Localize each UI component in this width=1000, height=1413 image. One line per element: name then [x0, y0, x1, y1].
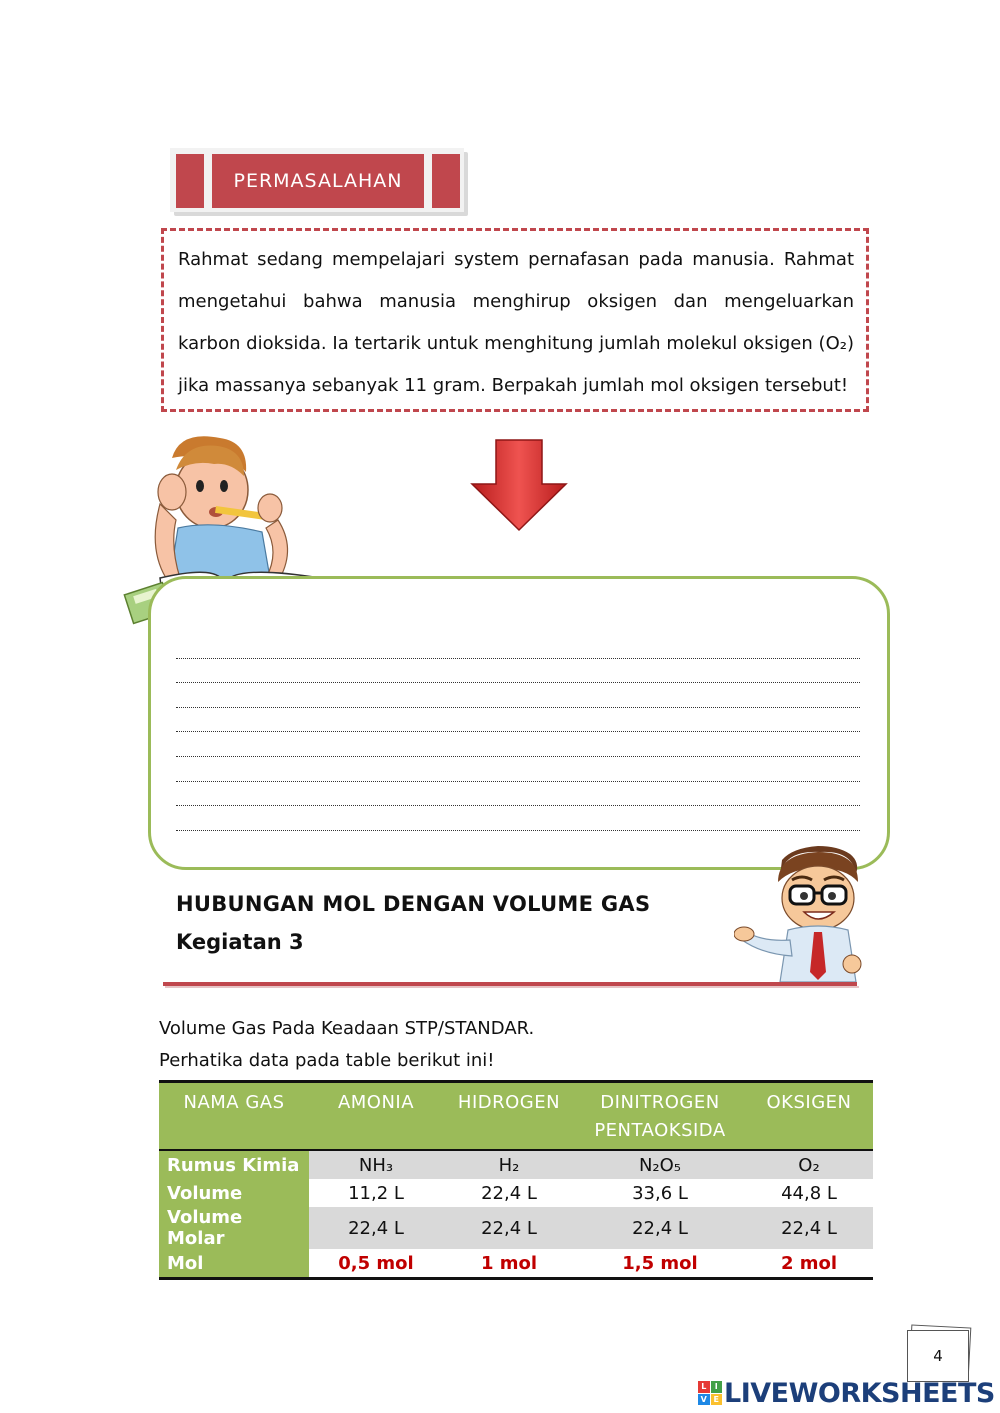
answer-line[interactable] — [176, 665, 860, 690]
tab-left-block — [176, 154, 204, 208]
logo-badge-icon: L I V E — [698, 1381, 722, 1405]
table-cell: 22,4 L — [575, 1207, 745, 1249]
table-cell: O₂ — [745, 1150, 873, 1179]
table-row — [159, 1150, 873, 1179]
mol-value-cell: 1,5 mol — [622, 1252, 698, 1274]
answer-line[interactable] — [176, 763, 860, 788]
table-header-cell: HIDROGEN — [443, 1082, 575, 1151]
problem-box — [161, 228, 869, 412]
table-cell: 44,8 L — [781, 1182, 837, 1204]
down-arrow-icon — [470, 438, 568, 532]
table-header-cell: DINITROGEN PENTAOKSIDA — [575, 1082, 745, 1151]
table-cell: 22,4 L — [481, 1182, 537, 1204]
problem-text: Rahmat sedang mempelajari system pernafasan pada manusia. Rahmat mengetahui bahwa manusia menghirup oksigen dan mengeluarkan karbon dioksida. Ia tertarik untuk menghitung jumlah molekul oksigen (O₂) jika massanya sebanyak 11 gram. Berpakah jumlah mol oksigen tersebut! — [178, 249, 854, 396]
mol-value-cell: 1 mol — [480, 1252, 538, 1274]
logo-text: LIVEWORKSHEETS — [724, 1377, 995, 1409]
answer-line[interactable] — [176, 640, 860, 665]
answer-line[interactable] — [176, 738, 860, 763]
gas-data-table — [159, 1080, 873, 1280]
teacher-pointing-illustration — [734, 846, 870, 982]
mol-value-cell: 2 mol — [780, 1252, 838, 1274]
mol-value-cell: 0,5 mol — [338, 1252, 414, 1274]
table-cell: N₂O₅ — [575, 1150, 745, 1179]
table-header-cell: AMONIA — [309, 1082, 443, 1151]
table-cell: H₂ — [443, 1150, 575, 1179]
section-tab-title: PERMASALAHAN — [212, 154, 424, 208]
section-divider-shadow — [165, 986, 859, 988]
table-cell: NH₃ — [309, 1150, 443, 1179]
intro-text-1: Volume Gas Pada Keadaan STP/STANDAR. — [159, 1018, 535, 1039]
answer-line[interactable] — [176, 689, 860, 714]
answer-line[interactable] — [176, 788, 860, 813]
intro-text-2: Perhatika data pada table berikut ini! — [159, 1050, 495, 1071]
answer-line[interactable] — [176, 812, 860, 837]
row-label: Volume — [159, 1179, 309, 1207]
answer-line[interactable] — [176, 714, 860, 739]
table-row — [159, 1179, 873, 1207]
row-label: Mol — [159, 1249, 309, 1279]
page-number: 4 — [907, 1330, 969, 1382]
row-label: Volume Molar — [159, 1207, 309, 1249]
liveworksheets-logo[interactable] — [698, 1378, 995, 1408]
row-label: Rumus Kimia — [159, 1150, 309, 1179]
table-row — [159, 1249, 873, 1279]
tab-right-block — [432, 154, 460, 208]
table-header-cell: NAMA GAS — [159, 1082, 309, 1151]
section-title: HUBUNGAN MOL DENGAN VOLUME GAS — [176, 892, 651, 916]
table-header-cell: OKSIGEN — [745, 1082, 873, 1151]
table-cell: 33,6 L — [632, 1182, 688, 1204]
table-row — [159, 1207, 873, 1249]
section-subtitle: Kegiatan 3 — [176, 930, 304, 954]
table-cell: 11,2 L — [348, 1182, 404, 1204]
answer-lines[interactable] — [176, 640, 860, 837]
table-cell: 22,4 L — [745, 1207, 873, 1249]
table-cell: 22,4 L — [309, 1207, 443, 1249]
table-cell: 22,4 L — [443, 1207, 575, 1249]
table-header-row — [159, 1082, 873, 1151]
